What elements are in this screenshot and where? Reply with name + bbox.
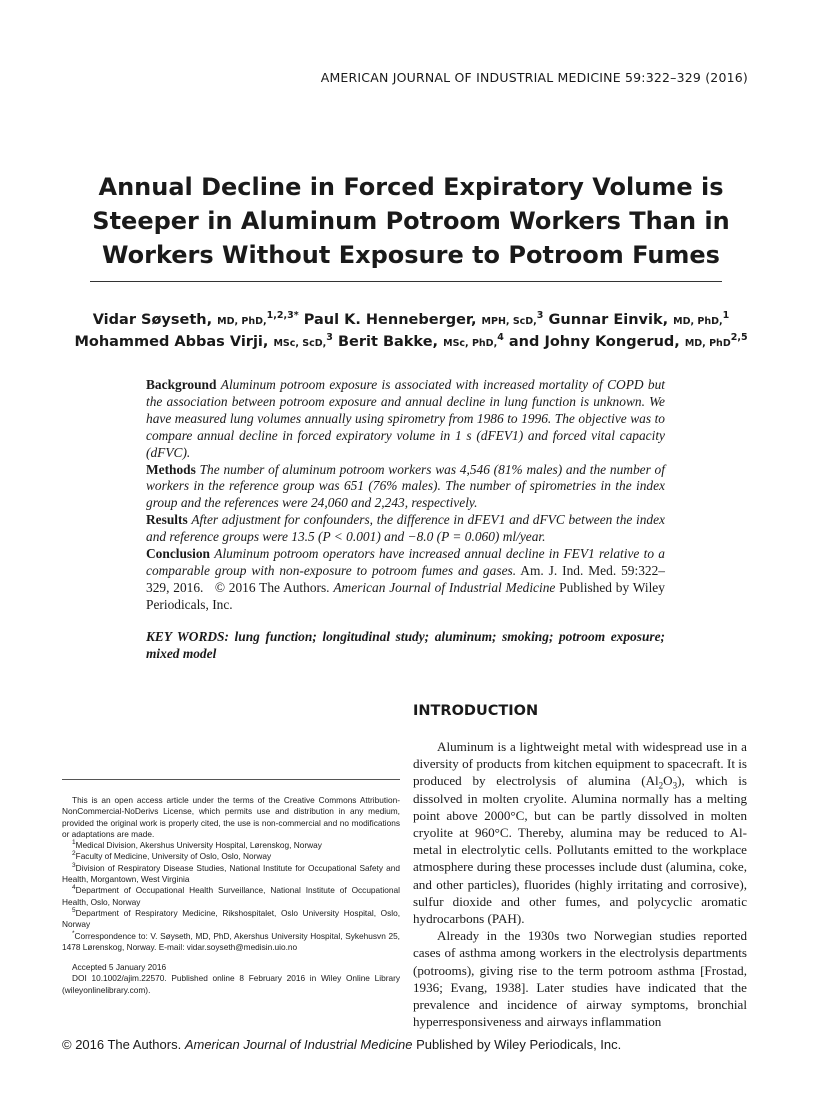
footnote-doi: DOI 10.1002/ajim.22570. Published online 8 February 2016 in Wiley Online Library (wileyonlinelibrary.com).	[62, 973, 400, 995]
author-name: Johny Kongerud,	[544, 334, 680, 350]
abstract-conclusion-text: Aluminum potroom operators have increased annual decline in FEV1 relative to a comparable group with non-exposure to potroom fumes and gases.	[146, 546, 665, 578]
footnote-license: This is an open access article under the terms of the Creative Commons Attribution-NonCommercial-NoDerivs License, which permits use and distribution in any medium, provided the original work is properly cited, the use is non-commercial and no modifications or adaptations are made.	[62, 795, 400, 839]
title-line: Annual Decline in Forced Expiratory Volume is	[98, 173, 724, 201]
title-line: Steeper in Aluminum Potroom Workers Than in	[92, 207, 730, 235]
author-line	[60, 310, 762, 332]
abstract-copyright: © 2016 The Authors.	[214, 579, 330, 595]
abstract-citation: Am. J. Ind. Med. 59:322–329, 2016.	[146, 562, 665, 595]
author-affiliation-sup: 2,5	[730, 332, 748, 344]
author-degree: MD, PhD,	[673, 316, 723, 327]
author-affiliation-sup: 3	[536, 310, 544, 322]
footnote-affiliation: $^5$Department of Respiratory Medicine, Rikshospitalet, Oslo University Hospital, Oslo, Norway	[62, 907, 400, 930]
title-line: Workers Without Exposure to Potroom Fumes	[102, 241, 720, 269]
author-name: Gunnar Einvik,	[548, 312, 669, 328]
author-conjunction: and	[508, 334, 540, 350]
abstract-copyright-publisher: Published by Wiley Periodicals, Inc.	[146, 579, 665, 612]
abstract-background-label: Background	[146, 377, 217, 392]
abstract-methods-text: The number of aluminum potroom workers was 4,546 (81% males) and the number of workers in the reference group was 651 (76% males). The number of spirometries in the index group and the references were 24,060 and 2,243, respectively.	[146, 461, 665, 511]
author-name: Berit Bakke,	[337, 334, 439, 350]
footnote-correspondence: *Correspondence to: V. Søyseth, MD, PhD, Akershus University Hospital, Sykehusvn 25, 1478 Lørenskog, Norway. E-mail: vidar.soyseth@medisin.uio.no	[62, 929, 400, 952]
author-affiliation-sup: 1,2,3*	[266, 310, 299, 322]
footer-journal: American Journal of Industrial Medicine	[184, 1037, 413, 1052]
abstract	[146, 377, 665, 614]
footnote-affiliation: $^1$Medical Division, Akershus University Hospital, Lørenskog, Norway	[72, 839, 322, 851]
author-degree: MPH, ScD,	[481, 316, 537, 327]
keywords: KEY WORDS: lung function; longitudinal study; aluminum; smoking; potroom exposure; mixed model	[146, 629, 665, 661]
page-footer	[62, 1037, 621, 1052]
abstract-results-label: Results	[146, 512, 188, 528]
author-degree: MSc, ScD,	[273, 338, 327, 349]
abstract-results-text: After adjustment for confounders, the difference in dFEV1 and dFVC between the index and reference groups were 13.5 (P < 0.001) and −8.0 (P = 0.060) ml/year.	[146, 512, 665, 545]
author-affiliation-sup: 4	[497, 332, 504, 344]
footnotes	[62, 795, 400, 996]
author-name: Paul K. Henneberger,	[303, 312, 477, 328]
author-degree: MSc, PhD,	[443, 338, 498, 349]
journal-header: AMERICAN JOURNAL OF INDUSTRIAL MEDICINE 59:322–329 (2016)	[320, 70, 748, 85]
author-line	[60, 332, 762, 354]
author-affiliation-sup: 3	[326, 332, 333, 344]
footer-copyright: © 2016 The Authors.	[62, 1037, 182, 1052]
author-name: Vidar Søyseth,	[92, 312, 213, 328]
title-divider	[90, 281, 722, 282]
introduction-paragraph: Aluminum is a lightweight metal with widespread use in a diversity of products from kitchen equipment to spacecraft. It is produced by electrolysis of alumina $(Al_2O_3)$, which is dissolved in molten cryolite. Alumina normally has a melting point above 2000°C, but can be partly dissolved in molten cryolite at 960°C. Thereby, alumina may be reduced to Al-metal in electrolytic cells. Pollutants emitted to the workplace atmosphere during these processes include dust (alumina, coke, and other particles), fluorides (highly irritating and corrosive), sulfur dioxide and other fumes, and polycyclic aromatic hydrocarbons (PAH).	[413, 739, 747, 927]
footnote-affiliation: $^4$Department of Occupational Health Surveillance, National Institute of Occupational Health, Oslo, Norway	[62, 884, 400, 907]
footer-publisher: Published by Wiley Periodicals, Inc.	[416, 1037, 622, 1052]
footnote-accepted: Accepted 5 January 2016	[72, 962, 167, 973]
article-title	[60, 170, 762, 272]
author-degree: MD, PhD,	[217, 316, 267, 327]
author-name: Mohammed Abbas Virji,	[74, 334, 269, 350]
abstract-copyright-journal: American Journal of Industrial Medicine	[333, 579, 556, 595]
footnote-affiliation: $^3$Division of Respiratory Disease Studies, National Institute for Occupational Safety and Health, Morgantown, West Virginia	[62, 862, 400, 885]
author-degree: MD, PhD	[684, 338, 731, 349]
introduction-heading: INTRODUCTION	[413, 703, 539, 719]
abstract-conclusion-label: Conclusion	[146, 546, 210, 562]
introduction-body	[413, 738, 747, 1030]
introduction-paragraph: Already in the 1930s two Norwegian studies reported cases of asthma among workers in the electrolysis departments (potrooms), giving rise to the term potroom asthma [Frostad, 1936; Evang, 1938]. Later studies have indicated that the prevalence and incidence of airway symptoms, bronchial hyperresponsiveness and airways inflammation	[413, 928, 747, 1030]
abstract-background-text: Aluminum potroom exposure is associated with increased mortality of COPD but the association between potroom exposure and annual decline in lung function is unknown. We have measured lung volumes annually using spirometry from 1986 to 1996. The objective was to compare annual decline in forced expiratory volume in 1 s (dFEV1) and forced vital capacity (dFVC).	[146, 377, 665, 460]
author-list	[60, 310, 762, 354]
footnote-affiliation: $^2$Faculty of Medicine, University of Oslo, Oslo, Norway	[72, 850, 272, 862]
abstract-methods-label: Methods	[146, 461, 196, 477]
author-affiliation-sup: 1	[722, 310, 730, 322]
footnote-divider	[62, 779, 400, 780]
